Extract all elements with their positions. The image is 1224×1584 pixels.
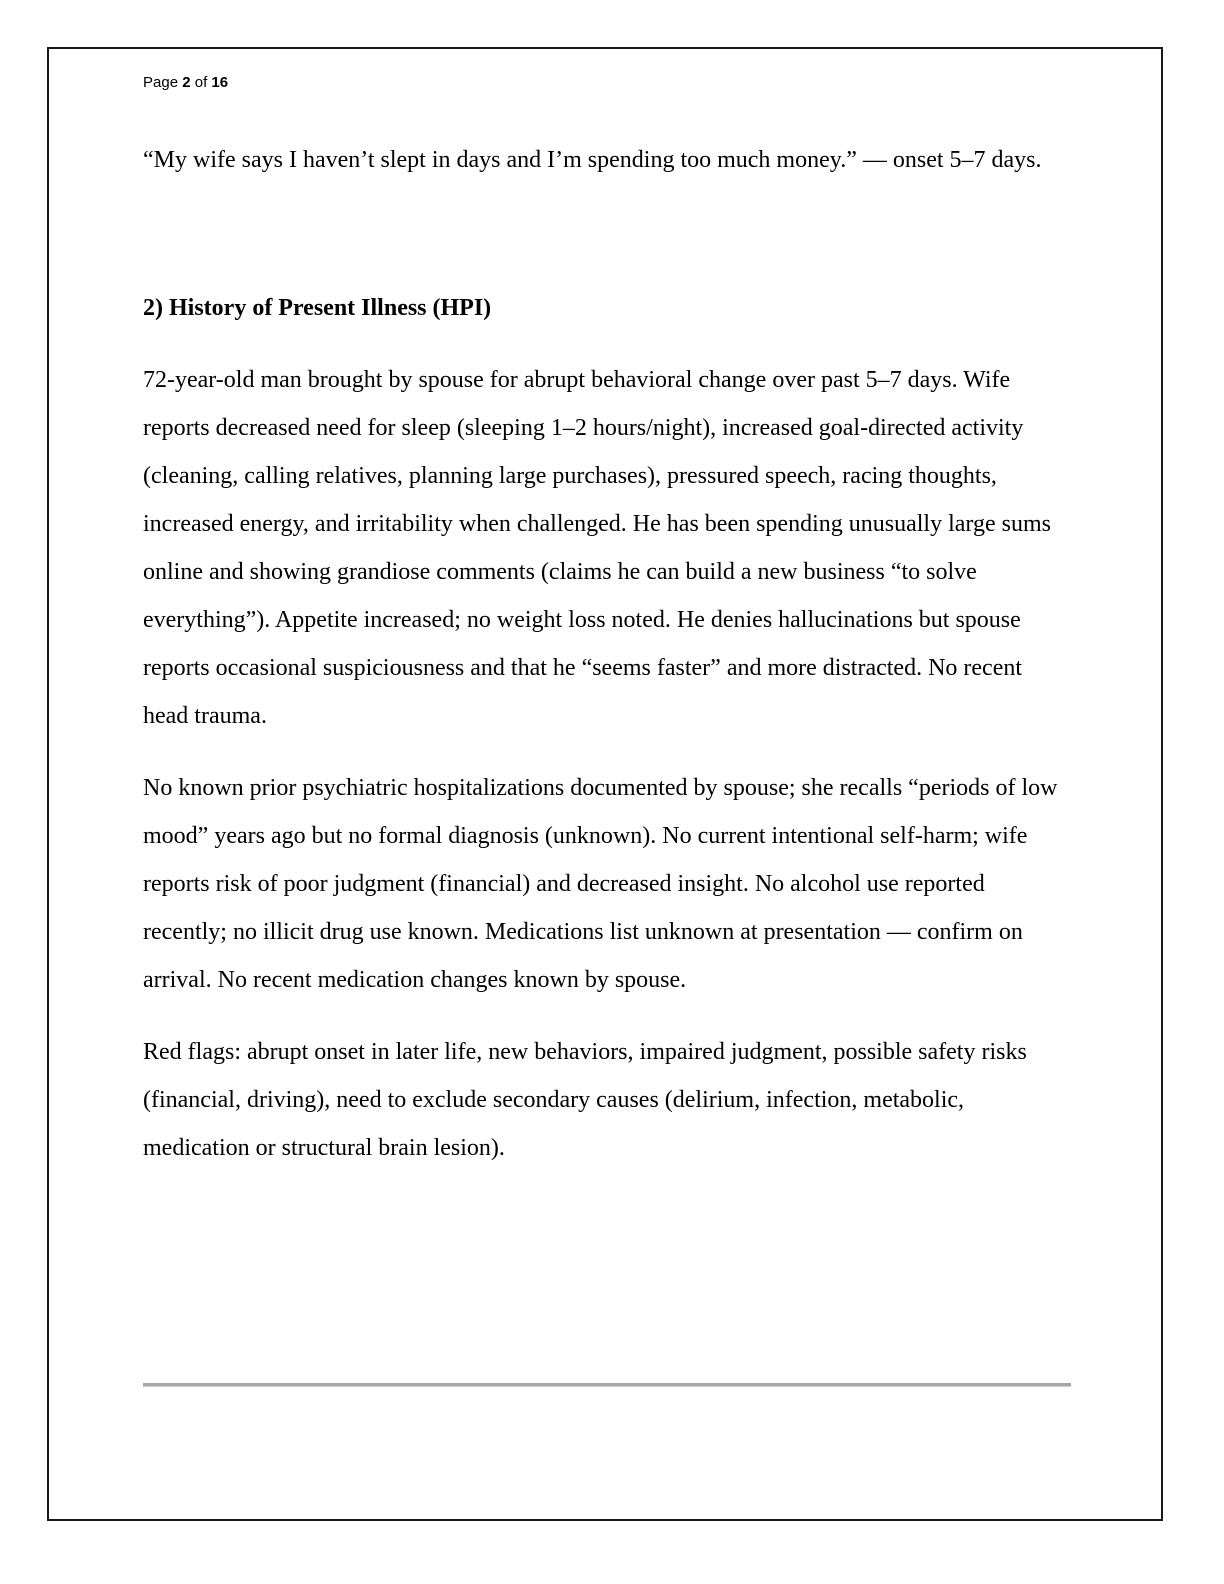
of-label: of [194,74,208,91]
page-number-header [143,74,228,91]
total-pages-number: 16 [211,74,229,91]
page-label: Page [143,74,179,91]
hpi-paragraph: 72-year-old man brought by spouse for abrupt behavioral change over past 5–7 days. Wife reports decreased need for sleep (sleeping 1–2 hours/night), increased goal-directed activity (cleaning, calling relatives, planning large purchases), pressured speech, racing thoughts, increased energy, and irritability when challenged. He has been spending unusually large sums online and showing grandiose comments (claims he can build a new business “to solve everything”). Appetite increased; no weight loss noted. He denies hallucinations but spouse reports occasional suspiciousness and that he “seems faster” and more distracted. No recent head trauma. [143,367,1051,729]
hpi-paragraph: No known prior psychiatric hospitalizations documented by spouse; she recalls “periods of low mood” years ago but no formal diagnosis (unknown). No current intentional self-harm; wife reports risk of poor judgment (financial) and decreased insight. No alcohol use reported recently; no illicit drug use known. Medications list unknown at presentation — confirm on arrival. No recent medication changes known by spouse. [143,775,1058,993]
hpi-paragraph: Red flags: abrupt onset in later life, new behaviors, impaired judgment, possible safety risks (financial, driving), need to exclude secondary causes (delirium, infection, metabolic, medication or structural brain lesion). [143,1039,1027,1161]
horizontal-divider [143,1383,1071,1387]
current-page-number: 2 [182,74,191,91]
section-heading-hpi: 2) History of Present Illness (HPI) [143,295,492,321]
chief-complaint-quote: “My wife says I haven’t slept in days and I’m spending too much money.” — onset 5–7 days. [143,147,1042,173]
document-body [143,136,1073,1196]
